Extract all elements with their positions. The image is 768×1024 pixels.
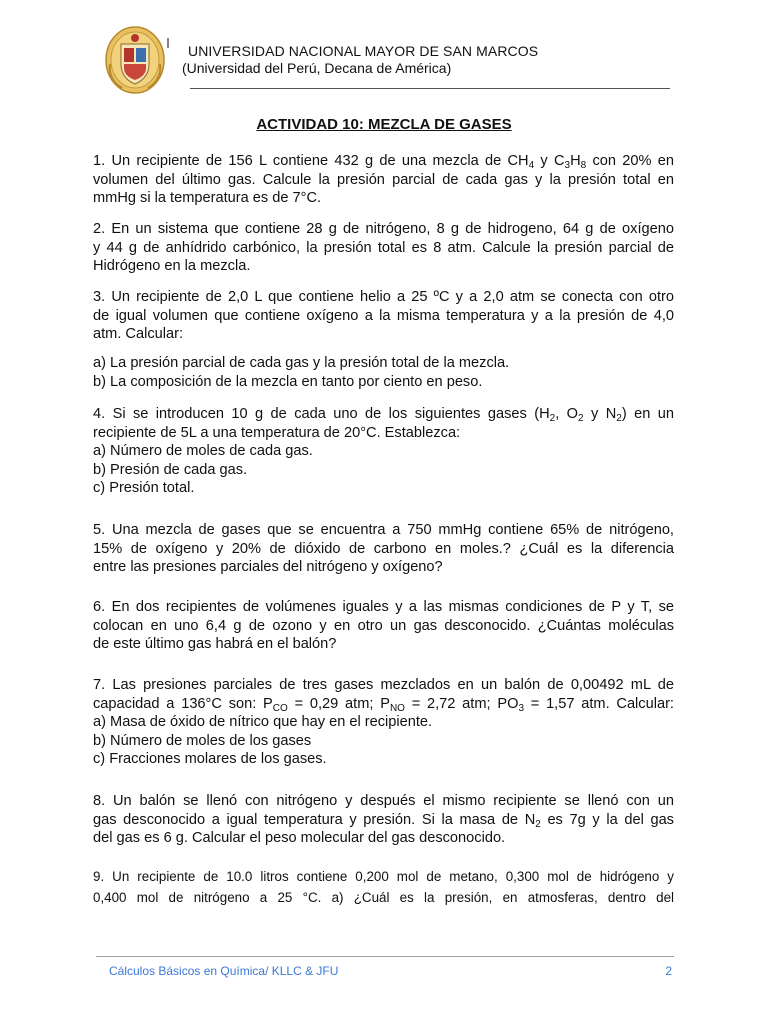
text-run: y C: [534, 153, 565, 169]
text-run: = 2,72 atm; PO: [404, 695, 519, 712]
question-2: [93, 220, 674, 276]
question-line: [93, 811, 674, 830]
question-line: de este último gas habrá en el balón?: [93, 636, 337, 653]
footer-divider: [96, 956, 674, 957]
sub-item: b) La composición de la mezcla en tanto por ciento en peso.: [93, 373, 483, 390]
question-line: colocan en uno 6,4 g de ozono y en otro un gas desconocido. ¿Cuántas moléculas: [93, 617, 674, 634]
text-run: , O: [555, 406, 579, 422]
university-name: UNIVERSIDAD NACIONAL MAYOR DE SAN MARCOS: [188, 43, 539, 59]
question-6: [93, 598, 674, 654]
university-seal-icon: [104, 24, 170, 96]
text-run: 4. Si se introducen 10 g de cada uno de los siguientes gases (H: [93, 406, 550, 422]
subscript: 4: [528, 160, 535, 171]
header-divider: [190, 88, 670, 89]
question-line: [93, 152, 674, 171]
question-3-items: [93, 354, 674, 391]
subscript: NO: [389, 702, 405, 714]
question-line: mmHg si la temperatura es de 7°C.: [93, 190, 322, 207]
question-line: [93, 405, 674, 424]
question-line: 7. Las presiones parciales de tres gases mezclados en un balón de 0,00492 mL de: [93, 677, 674, 693]
page-number: 2: [665, 964, 672, 978]
university-subtitle: (Universidad del Perú, Decana de América): [182, 60, 452, 76]
question-line: 6. En dos recipientes de volúmenes iguales y a las mismas condiciones de P y T, se: [93, 599, 674, 615]
question-line: volumen del último gas. Calcule la presión parcial de cada gas y la presión total en: [93, 171, 674, 188]
subscript: 2: [616, 413, 622, 424]
subscript: 3: [564, 160, 571, 171]
sub-item: c) Fracciones molares de los gases.: [93, 751, 327, 768]
question-line: 2. En un sistema que contiene 28 g de nitrógeno, 8 g de hidrogeno, 64 g de oxígeno: [93, 221, 674, 237]
page-title: ACTIVIDAD 10: MEZCLA DE GASES: [256, 116, 512, 133]
text-run: = 1,57 atm. Calcular:: [524, 695, 674, 712]
question-5: [93, 521, 674, 577]
question-line: entre las presiones parciales del nitrógeno y oxígeno?: [93, 559, 443, 576]
question-line: y 44 g de anhídrido carbónico, la presión total es 8 atm. Calcule la presión parcial de: [93, 239, 674, 256]
text-run: con 20% en: [586, 153, 674, 169]
text-run: es 7g y la del gas: [540, 811, 674, 828]
text-run: ) en un: [621, 406, 674, 422]
subscript: 8: [580, 160, 587, 171]
question-4: [93, 405, 674, 498]
sub-item: a) Masa de óxido de nítrico que hay en el recipiente.: [93, 714, 433, 731]
text-run: = 0,29 atm; P: [287, 695, 390, 712]
sub-item: a) Número de moles de cada gas.: [93, 443, 313, 460]
question-1: [93, 152, 674, 208]
text-run: capacidad a 136°C son: P: [93, 695, 273, 712]
question-line: de igual volumen que contiene oxígeno a la misma temperatura y a la presión de 4,0: [93, 307, 674, 324]
question-line: 0,400 mol de nitrógeno a 25 °C. a) ¿Cuál es la presión, en atmosferas, dentro del: [93, 890, 674, 905]
sub-item: b) Presión de cada gas.: [93, 461, 248, 478]
question-line: [93, 695, 674, 714]
question-line: 5. Una mezcla de gases que se encuentra a 750 mmHg contiene 65% de nitrógeno,: [93, 522, 674, 538]
text-run: gas desconocido a igual temperatura y presión. Si la masa de N: [93, 811, 536, 828]
question-3: [93, 288, 674, 344]
question-line: del gas es 6 g. Calcular el peso molecular del gas desconocido.: [93, 830, 506, 847]
subscript: CO: [272, 702, 288, 714]
text-run: H: [570, 153, 581, 169]
question-line: atm. Calcular:: [93, 326, 184, 343]
subscript: 2: [549, 413, 556, 424]
subscript: 2: [535, 818, 541, 830]
question-line: Hidrógeno en la mezcla.: [93, 258, 251, 275]
question-line: recipiente de 5L a una temperatura de 20°C. Establezca:: [93, 424, 461, 441]
text-run: 1. Un recipiente de 156 L contiene 432 g de una mezcla de CH: [93, 153, 529, 169]
question-line: 3. Un recipiente de 2,0 L que contiene helio a 25 ºC y a 2,0 atm se conecta con otro: [93, 289, 674, 305]
question-8: [93, 792, 674, 848]
subscript: 3: [518, 702, 524, 714]
sub-item: b) Número de moles de los gases: [93, 732, 312, 749]
question-line: 9. Un recipiente de 10.0 litros contiene 0,200 mol de metano, 0,300 mol de hidrógeno y: [93, 869, 674, 884]
question-7: [93, 676, 674, 769]
question-line: 8. Un balón se llenó con nitrógeno y después el mismo recipiente se llenó con un: [93, 793, 674, 809]
sub-item: a) La presión parcial de cada gas y la presión total de la mezcla.: [93, 355, 510, 371]
sub-item: c) Presión total.: [93, 480, 195, 497]
footer-text: Cálculos Básicos en Química/ KLLC & JFU: [109, 964, 339, 978]
subscript: 2: [578, 413, 584, 424]
question-line: 15% de oxígeno y 20% de dióxido de carbono en moles.? ¿Cuál es la diferencia: [93, 540, 674, 557]
text-run: y N: [583, 406, 617, 422]
question-9: [93, 866, 674, 908]
